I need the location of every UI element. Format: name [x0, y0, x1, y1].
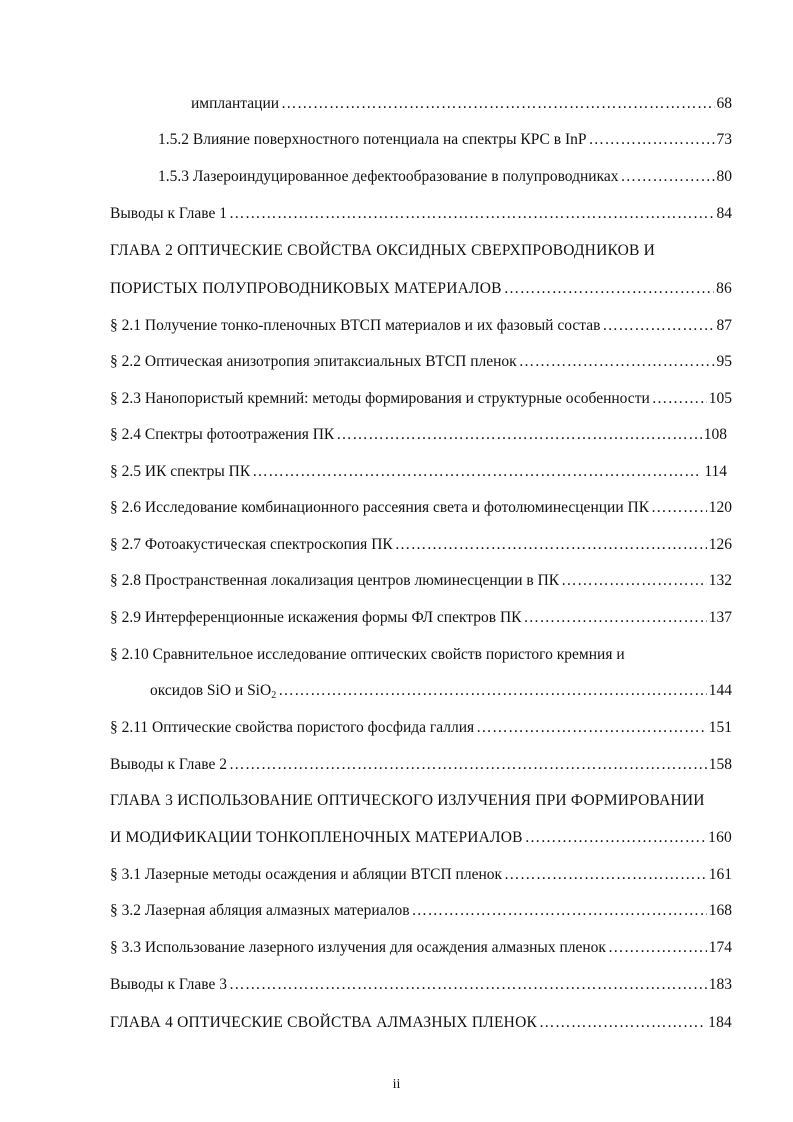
toc-entry-2-4[interactable] — [110, 422, 727, 448]
toc-entry-page: 158 — [708, 756, 732, 773]
toc-entry-title-text: оксидов SiO и SiO — [150, 682, 272, 699]
dot-leader — [539, 1010, 706, 1036]
toc-entry-page: 73 — [716, 131, 732, 148]
dot-leader — [504, 276, 714, 302]
dot-leader — [561, 568, 707, 594]
toc-entry-title: ПОРИСТЫХ ПОЛУПРОВОДНИКОВЫХ МАТЕРИАЛОВ — [110, 280, 502, 297]
toc-entry-title: § 3.1 Лазерные методы осаждения и абляции ВТСП пленок — [110, 866, 503, 883]
toc-entry-implantation[interactable] — [191, 91, 732, 117]
toc-entry-page: 168 — [708, 902, 732, 919]
toc-entry-title: § 2.1 Получение тонко-пленочных ВТСП материалов и их фазовый состав — [110, 317, 601, 334]
toc-entry-title: § 2.3 Нанопористый кремний: методы формирования и структурные особенности — [110, 390, 650, 407]
toc-entry-title: § 2.11 Оптические свойства пористого фосфида галлия — [110, 719, 475, 736]
toc-entry-page: 151 — [708, 719, 732, 736]
dot-leader — [412, 898, 707, 924]
toc-entry-3-3[interactable] — [110, 935, 732, 961]
toc-entry-page: 160 — [708, 829, 732, 846]
toc-entry-page: 108 — [703, 426, 727, 443]
toc-entry-title: § 2.4 Спектры фотоотражения ПК — [110, 426, 335, 443]
dot-leader — [651, 495, 707, 521]
toc-entry-title: § 2.6 Исследование комбинационного рассеяния света и фотолюминесценции ПК — [110, 499, 650, 516]
toc-entry-conclusions-2[interactable] — [110, 752, 732, 778]
toc-entry-title: ГЛАВА 2 ОПТИЧЕСКИЕ СВОЙСТВА ОКСИДНЫХ СВЕРХПРОВОДНИКОВ И — [110, 242, 656, 259]
toc-entry-page: 105 — [708, 390, 732, 407]
toc-entry-page: 184 — [708, 1014, 732, 1031]
toc-entry-title: ГЛАВА 3 ИСПОЛЬЗОВАНИЕ ОПТИЧЕСКОГО ИЗЛУЧЕНИЯ ПРИ ФОРМИРОВАНИИ — [110, 792, 705, 809]
dot-leader — [278, 678, 707, 704]
toc-entry-title: И МОДИФИКАЦИИ ТОНКОПЛЕНОЧНЫХ МАТЕРИАЛОВ — [110, 829, 523, 846]
dot-leader — [602, 313, 714, 339]
toc-entry-title: Выводы к Главе 3 — [110, 976, 227, 993]
toc-entry-1-5-2[interactable] — [158, 127, 732, 153]
dot-leader — [336, 422, 701, 448]
subscript-2: 2 — [271, 690, 277, 701]
toc-entry-2-1[interactable] — [110, 313, 732, 339]
toc-entry-2-10-line2[interactable] — [150, 678, 732, 704]
toc-entry-page: 137 — [708, 609, 732, 626]
toc-entry-1-5-3[interactable] — [158, 164, 732, 190]
toc-entry-3-1[interactable] — [110, 862, 732, 888]
toc-entry-page: 132 — [708, 572, 732, 589]
toc-entry-page: 120 — [708, 499, 732, 516]
toc-entry-page: 95 — [716, 353, 732, 370]
dot-leader — [621, 164, 715, 190]
toc-entry-2-5[interactable] — [110, 459, 727, 485]
toc-entry-2-2[interactable] — [110, 349, 732, 375]
toc-entry-page: 84 — [716, 205, 732, 222]
toc-chapter-4-heading[interactable] — [110, 1010, 732, 1036]
toc-entry-page: 161 — [708, 866, 732, 883]
dot-leader — [589, 127, 715, 153]
dot-leader — [229, 201, 715, 227]
dot-leader — [652, 386, 707, 412]
toc-entry-title: § 2.8 Пространственная локализация центров люминесценции в ПК — [110, 572, 560, 589]
toc-entry-2-9[interactable] — [110, 605, 732, 631]
toc-chapter-2-heading-line1[interactable] — [110, 238, 732, 264]
toc-entry-page: 68 — [716, 95, 732, 112]
toc-entry-title: § 3.2 Лазерная абляция алмазных материалов — [110, 902, 410, 919]
toc-chapter-3-heading-line2[interactable] — [110, 825, 732, 851]
toc-entry-title: Выводы к Главе 2 — [110, 756, 227, 773]
toc-entry-title: § 2.2 Оптическая анизотропия эпитаксиальных ВТСП пленок — [110, 353, 517, 370]
dot-leader — [519, 349, 715, 375]
toc-entry-page: 87 — [716, 317, 732, 334]
toc-entry-page: 114 — [704, 463, 727, 480]
toc-entry-title: § 2.9 Интерференционные искажения формы ФЛ спектров ПК — [110, 609, 522, 626]
toc-entry-title: § 3.3 Использование лазерного излучения для осаждения алмазных пленок — [110, 939, 606, 956]
toc-entry-page: 86 — [716, 280, 732, 297]
toc-entry-title: Выводы к Главе 1 — [110, 205, 227, 222]
toc-entry-2-7[interactable] — [110, 532, 732, 558]
toc-entry-page: 174 — [708, 939, 732, 956]
toc-entry-2-3[interactable] — [110, 386, 732, 412]
toc-entry-title: 1.5.2 Влияние поверхностного потенциала на спектры КРС в InP — [158, 131, 587, 148]
toc-entry-page: 80 — [716, 168, 732, 185]
toc-entry-title: 1.5.3 Лазероиндуцированное дефектообразование в полупроводниках — [158, 168, 619, 185]
toc-entry-title: § 2.5 ИК спектры ПК — [110, 463, 251, 480]
toc-entry-2-6[interactable] — [110, 495, 732, 521]
toc-entry-title — [150, 678, 276, 704]
toc-entry-title: § 2.7 Фотоакустическая спектроскопия ПК — [110, 536, 393, 553]
dot-leader — [476, 715, 707, 741]
toc-entry-2-11[interactable] — [110, 715, 732, 741]
toc-entry-2-10-line1[interactable] — [110, 642, 732, 668]
dot-leader — [281, 91, 714, 117]
dot-leader — [523, 605, 706, 631]
dot-leader — [395, 532, 707, 558]
toc-chapter-2-heading-line2[interactable] — [110, 276, 732, 302]
toc-chapter-3-heading-line1[interactable] — [110, 788, 732, 814]
toc-entry-page: 144 — [708, 682, 732, 699]
toc-entry-conclusions-3[interactable] — [110, 972, 732, 998]
toc-entry-title: § 2.10 Сравнительное исследование оптических свойств пористого кремния и — [110, 646, 625, 663]
dot-leader — [229, 752, 707, 778]
dot-leader — [229, 972, 707, 998]
toc-entry-conclusions-1[interactable] — [110, 201, 732, 227]
toc-entry-2-8[interactable] — [110, 568, 732, 594]
toc-entry-3-2[interactable] — [110, 898, 732, 924]
toc-entry-title: ГЛАВА 4 ОПТИЧЕСКИЕ СВОЙСТВА АЛМАЗНЫХ ПЛЕНОК — [110, 1014, 538, 1031]
toc-entry-page: 183 — [708, 976, 732, 993]
dot-leader — [608, 935, 707, 961]
dot-leader — [525, 825, 706, 851]
toc-entry-title: имплантации — [191, 95, 280, 112]
toc-entry-page: 126 — [708, 536, 732, 553]
dot-leader — [252, 459, 702, 485]
page-number: ii — [392, 1077, 401, 1092]
dot-leader — [504, 862, 707, 888]
